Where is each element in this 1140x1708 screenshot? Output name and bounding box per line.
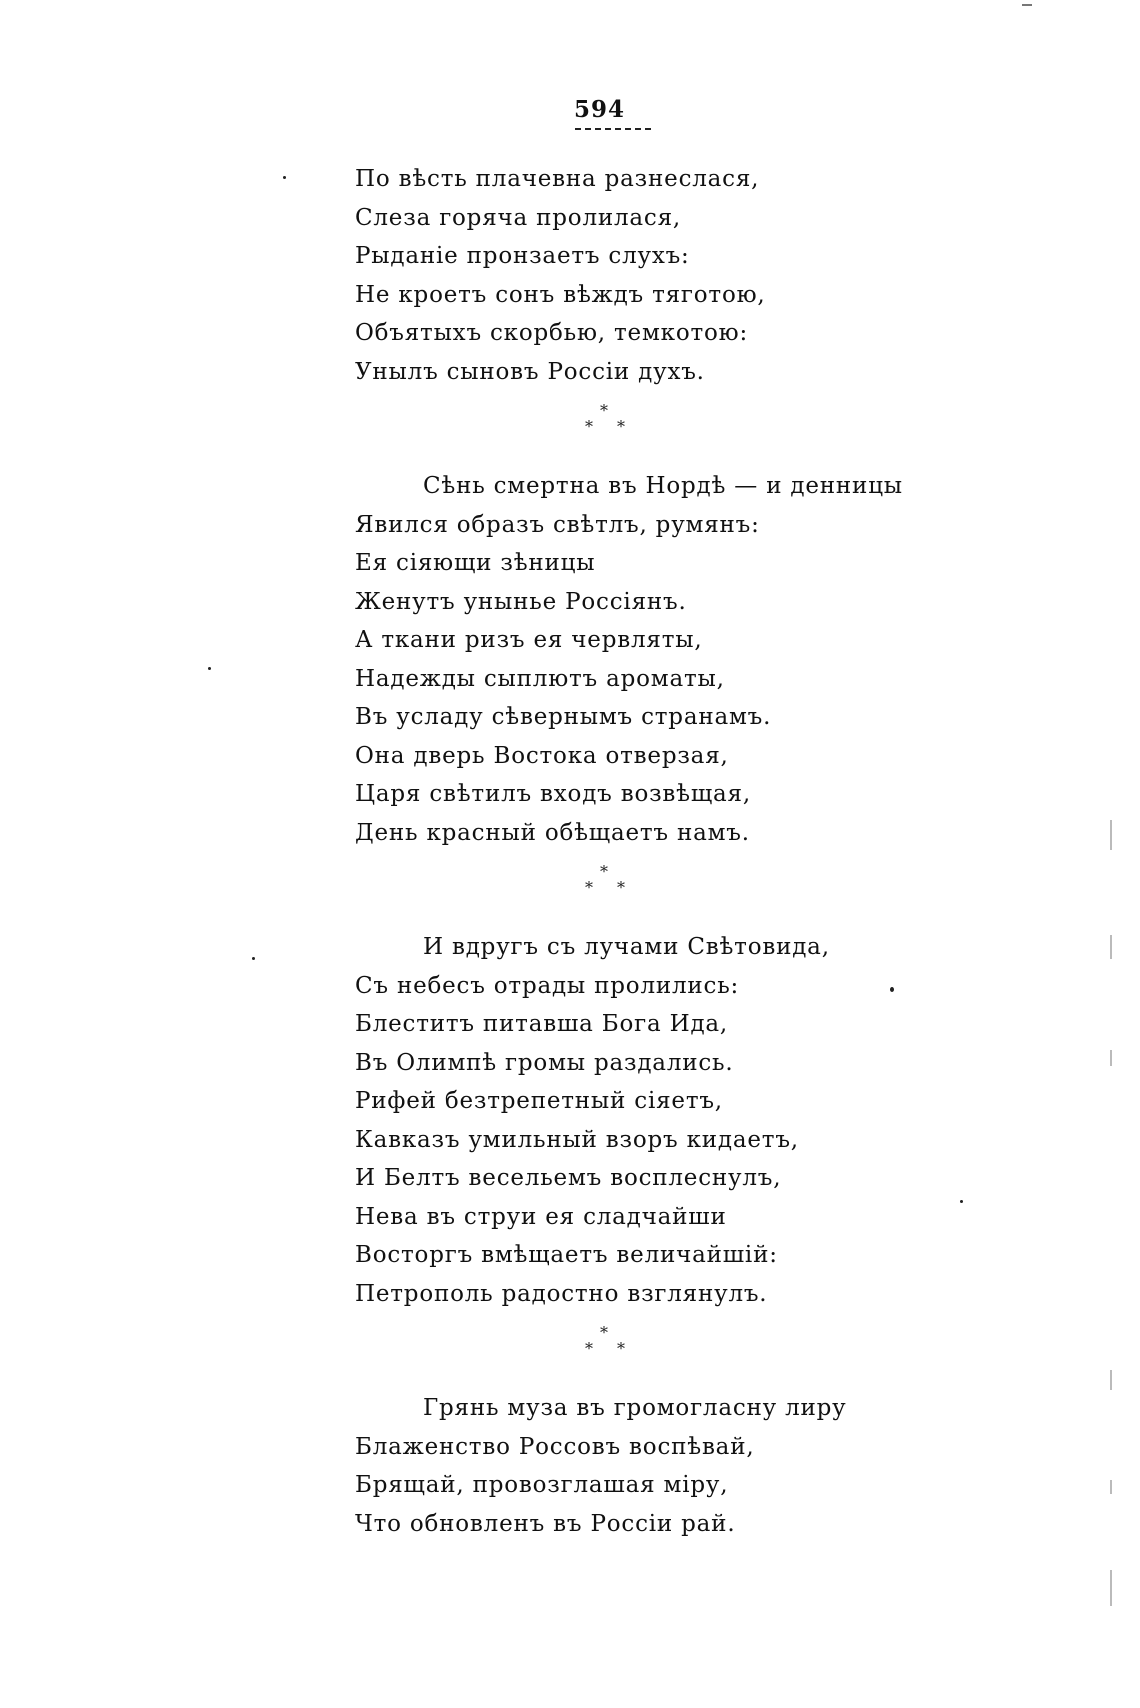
poem-line: Царя свѣтилъ входъ возвѣщая, (355, 781, 751, 807)
poem-line: Что обновленъ въ Россіи рай. (355, 1510, 736, 1537)
poem-line: Сѣнь смертна въ Нордѣ — и денницы (423, 473, 903, 499)
star-icon: * (617, 878, 625, 897)
poem-line: Брящай, провозглашая міру, (355, 1472, 729, 1498)
scan-speck (252, 957, 255, 960)
poem-line: Слеза горяча пролилася, (355, 204, 682, 231)
poem-line: Блаженство Россовъ воспѣвай, (355, 1433, 755, 1460)
poem-line: По вѣсть плачевна разнеслася, (355, 166, 760, 192)
scan-edge-mark (1110, 1570, 1112, 1606)
star-icon: * (585, 878, 593, 897)
scan-edge-mark (1110, 1480, 1112, 1494)
poem-line: Кавказъ умильный взоръ кидаетъ, (355, 1126, 799, 1153)
scan-edge-mark (1110, 1050, 1112, 1066)
poem-line: Надежды сыплютъ ароматы, (355, 665, 725, 692)
star-icon: * (600, 862, 608, 881)
scan-speck (890, 987, 894, 992)
star-icon: * (617, 417, 625, 436)
scan-speck (960, 1200, 963, 1203)
poem-line: Женутъ унынье Россіянъ. (355, 588, 687, 615)
poem-line: Она дверь Востока отверзая, (355, 742, 729, 769)
poem-line: Блеститъ питавша Бога Ида, (355, 1011, 729, 1037)
stanza-4 (355, 1389, 915, 1543)
poem-line: Грянь муза въ громогласну лиру (423, 1395, 847, 1421)
poem-line: Съ небесъ отрады пролились: (355, 972, 740, 999)
scan-edge-mark (1110, 820, 1112, 850)
scan-edge-mark (1110, 935, 1112, 959)
poem-line: И вдругъ съ лучами Свѣтовида, (423, 934, 830, 960)
poem-line: Явился образъ свѣтлъ, румянъ: (355, 511, 760, 538)
asterism-divider (355, 852, 915, 928)
star-icon: * (585, 1339, 593, 1358)
stanza-2 (355, 467, 915, 852)
poem (355, 160, 915, 1543)
scan-edge-mark (1110, 1370, 1112, 1390)
poem-line: Объятыхъ скорбью, темкотою: (355, 320, 749, 346)
poem-line: Восторгъ вмѣщаетъ величайшій: (355, 1242, 778, 1268)
asterism-divider (355, 1313, 915, 1389)
star-icon: * (617, 1339, 625, 1358)
corner-mark (1022, 4, 1032, 6)
star-icon: * (600, 401, 608, 420)
scan-speck (283, 176, 286, 179)
poem-line: Въ Олимпѣ громы раздались. (355, 1049, 734, 1076)
stanza-1 (355, 160, 915, 391)
scan-speck (208, 667, 211, 670)
page-number: 594 (574, 96, 626, 123)
stanza-3 (355, 928, 915, 1313)
poem-line: Унылъ сыновъ Россіи духъ. (355, 358, 705, 385)
poem-line: Петрополь радостно взглянулъ. (355, 1280, 768, 1307)
poem-line: Ея сіяющи зѣницы (355, 550, 596, 576)
page-number-rule (575, 128, 651, 130)
poem-line: Рыданіе пронзаетъ слухъ: (355, 243, 690, 269)
poem-line: Не кроетъ сонъ вѣждъ тяготою, (355, 281, 766, 308)
star-icon: * (600, 1323, 608, 1342)
poem-line: Въ усладу сѣвернымъ странамъ. (355, 704, 772, 730)
poem-line: День красный обѣщаетъ намъ. (355, 819, 750, 846)
asterism-divider (355, 391, 915, 467)
poem-line: А ткани ризъ ея червляты, (355, 627, 703, 653)
poem-line: Рифей безтрепетный сіяетъ, (355, 1088, 723, 1114)
star-icon: * (585, 417, 593, 436)
poem-line: И Белтъ весельемъ восплеснулъ, (355, 1165, 782, 1191)
poem-line: Нева въ струи ея сладчайши (355, 1203, 727, 1230)
